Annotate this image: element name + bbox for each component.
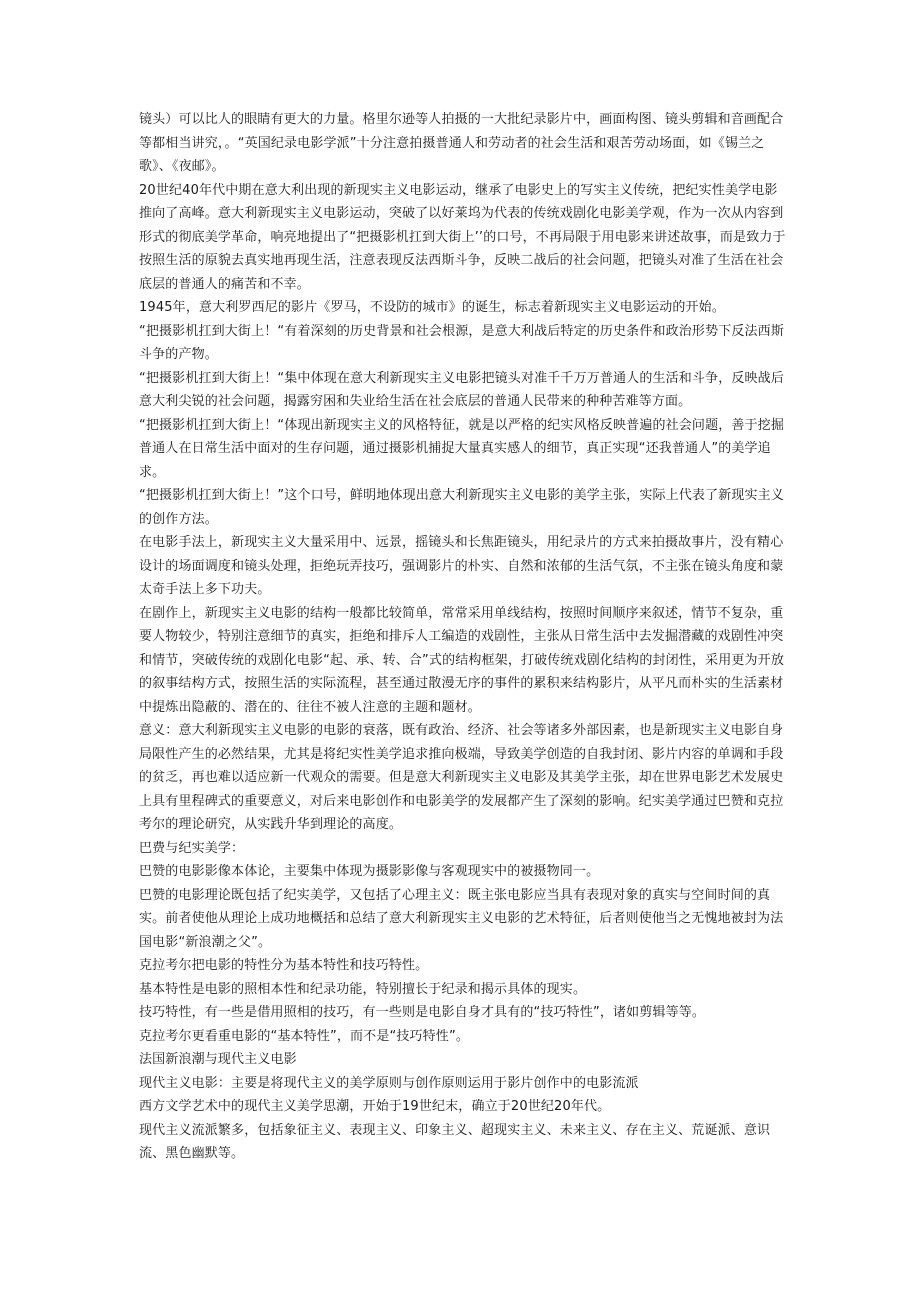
paragraph: “把摄影机扛到大街上！“体现出新现实主义的风格特征，就是以严格的纪实风格反映普遍的社会问题，善于挖掘普通人在日常生活中面对的生存问题，通过摄影机捕捉大量真实感人的细节，真正实现“还我普通人”的美学追求。 [139,417,784,480]
paragraph: 20世纪40年代中期在意大利出现的新现实主义电影运动，继承了电影史上的写实主义传统，把纪实性美学电影推向了高峰。意大利新现实主义电影运动，突破了以好莱坞为代表的传统戏剧化电影美学观，作为一次从内容到形式的彻底美学革命，响亮地提出了“把摄影机扛到大街上’’的口号，不再局限于用电影来讲述故事，而是致力于按照生活的原貌去真实地再现生活，注意表现反法西斯斗争，反映二战后的社会问题，把镜头对准了生活在社会底层的普通人的痛苦和不幸。 [139,182,786,292]
paragraph: 镜头）可以比人的眼睛有更大的力量。格里尔逊等人拍摄的一大批纪录影片中，画面构图、镜头剪辑和音画配合等都相当讲究，。“英国纪录电影学派”十分注意拍摄普通人和劳动者的社会生活和艰苦劳动场面，如《锡兰之歌》、《夜邮》。 [139,112,784,174]
paragraph: 巴赞的电影理论既包括了纪实美学，又包括了心理主义：既主张电影应当具有表现对象的真实与空间时间的真实。前者使他从理论上成功地概括和总结了意大利新现实主义电影的艺术特征，后者则使他当之无愧地被封为法国电影“新浪潮之父”。 [139,887,784,950]
paragraph: “把摄影机扛到大街上！”这个口号，鲜明地体现出意大利新现实主义电影的美学主张，实际上代表了新现实主义的创作方法。 [139,488,784,527]
paragraph: 现代主义电影：主要是将现代主义的美学原则与创作原则运用于影片创作中的电影流派 [139,1075,639,1091]
section-heading: 巴费与纪实美学： [139,840,245,856]
paragraph: 在剧作上，新现实主义电影的结构一般都比较简单，常常采用单线结构，按照时间顺序来叙述，情节不复杂，重要人物较少，特别注意细节的真实，拒绝和排斥人工编造的戏剧性，主张从日常生活中去发掘潜藏的戏剧性冲突和情节，突破传统的戏剧化电影“起、承、转、合”式的结构框架，打破传统戏剧化结构的封闭性，采用更为开放的叙事结构方式，按照生活的实际流程，甚至通过散漫无序的事件的累积来结构影片，从平凡而朴实的生活素材中提炼出隐蔽的、潜在的、往往不被人注意的主题和题材。 [139,605,784,715]
paragraph: 技巧特性，有一些是借用照相的技巧，有一些则是电影自身才具有的“技巧特性”，诸如剪辑等等。 [139,1005,706,1020]
paragraph: “把摄影机扛到大街上！“集中体现在意大利新现实主义电影把镜头对准千千万万普通人的生活和斗争，反映战后意大利尖锐的社会问题，揭露穷困和失业给生活在社会底层的普通人民带来的种种苦难等方面。 [139,370,784,409]
paragraph: 在电影手法上，新现实主义大量采用中、远景，摇镜头和长焦距镜头，用纪录片的方式来拍摄故事片，没有精心设计的场面调度和镜头处理，拒绝玩弄技巧，强调影片的朴实、自然和浓郁的生活气氛，不主张在镜头角度和蒙太奇手法上多下功夫。 [139,535,784,597]
paragraph: 克拉考尔把电影的特性分为基本特性和技巧特性。 [139,958,429,973]
paragraph: 1945年，意大利罗西尼的影片《罗马，不设防的城市》的诞生，标志着新现实主义电影运动的开始。 [139,300,725,315]
paragraph: 意义：意大利新现实主义电影的电影的衰落，既有政治、经济、社会等诸多外部因素，也是新现实主义电影自身局限性产生的必然结果，尤其是将纪实性美学追求推向极端，导致美学创造的自我封闭、影片内容的单调和手段的贫乏，再也难以适应新一代观众的需要。但是意大利新现实主义电影及其美学主张，却在世界电影艺术发展史上具有里程碑式的重要意义，对后来电影创作和电影美学的发展都产生了深刻的影响。纪实美学通过巴赞和克拉考尔的理论研究，从实践升华到理论的高度。 [139,723,784,832]
section-heading: 法国新浪潮与现代主义电影 [139,1052,297,1067]
paragraph: 巴赞的电影影像本体论，主要集中体现为摄影影像与客观现实中的被摄物同一。 [139,864,600,879]
paragraph: 西方文学艺术中的现代主义美学思潮，开始于19世纪末，确立于20世纪20年代。 [139,1099,611,1114]
paragraph: “把摄影机扛到大街上！“有着深刻的历史背景和社会根源，是意大利战后特定的历史条件和政治形势下反法西斯斗争的产物。 [139,323,784,362]
paragraph: 基本特性是电影的照相本性和纪录功能，特别擅长于纪录和揭示具体的现实。 [139,981,587,997]
paragraph: 克拉考尔更看重电影的“基本特性”，而不是“技巧特性”。 [139,1028,469,1044]
paragraph: 现代主义流派繁多，包括象征主义、表现主义、印象主义、超现实主义、未来主义、存在主义、荒诞派、意识流、黑色幽默等。 [139,1122,771,1161]
document-body [139,108,789,1166]
